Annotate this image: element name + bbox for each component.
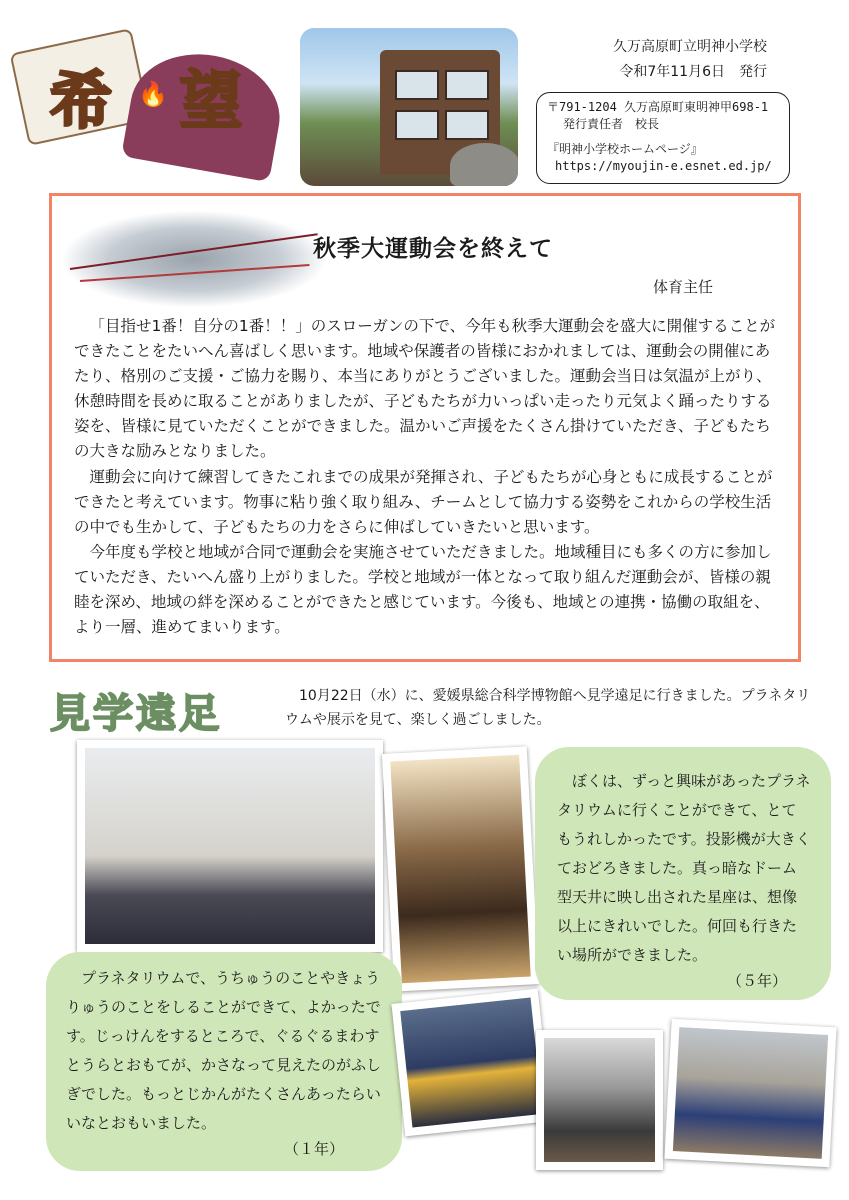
comment-bubble-grade5	[535, 747, 831, 1000]
article-title: 秋季大運動会を終えて	[313, 236, 553, 262]
comment-grade: （１年）	[283, 1140, 344, 1158]
students-photo	[391, 989, 551, 1137]
logo-char-1: 希	[50, 64, 113, 137]
flame-icon: 🔥	[138, 80, 168, 108]
logo-char-2: 望	[180, 64, 243, 137]
students-exhibit-photo	[664, 1019, 836, 1167]
article-paragraph: 今年度も学校と地域が合同で運動会を実施させていただきました。地域種目にも多くの方に参加していただき、たいへん盛り上がりました。学校と地域が一体となって取り組んだ運動会が、皆様の親睦を深め、地域の絆を深めることができたと感じています。今後も、地域との連携・協働の取組を、より一層、進めてまいります。	[74, 542, 772, 637]
homepage-url[interactable]: https://myoujin-e.esnet.ed.jp/	[555, 159, 772, 173]
field-trip-intro: 10月22日（水）に、愛媛県総合科学博物館へ見学遠足に行きました。プラネタリウムや展示を見て、楽しく過ごしました。	[285, 688, 811, 728]
exhibit-experiment-photo	[536, 1030, 663, 1170]
comment-text: プラネタリウムで、うちゅうのことやきょうりゅうのことをしることができて、よかったです。じっけんをするところで、ぐるぐるまわすとうらとおもてが、かさなって見えたのがふしぎでした。もっとじかんがたくさんあったらいいなとおもいました。	[66, 969, 382, 1132]
comment-text: ぼくは、ずっと興味があったプラネタリウムに行くことができて、とてもうれしかったです。投影機が大きくておどろきました。真っ暗なドーム型天井に映し出された星座は、想像以上にきれいでした。何回も行きたい場所ができました。	[557, 772, 811, 964]
group-dinosaur-photo	[77, 740, 383, 952]
school-name: 久万高原町立明神小学校	[613, 39, 767, 55]
homepage-label: 『明神小学校ホームページ』	[547, 142, 703, 156]
school-building-photo	[300, 28, 518, 186]
article-paragraph: 運動会に向けて練習してきたこれまでの成果が発揮され、子どもたちが心身ともに成長することができたと考えています。物事に粘り強く取り組み、チームとして協力する姿勢をこれからの学校生活の中でも生かして、子どもたちの力をさらに伸ばしていきたいと思います。	[74, 467, 773, 536]
dinosaur-jaw-photo	[382, 746, 539, 991]
address: 〒791-1204 久万高原町東明神甲698-1	[547, 100, 769, 114]
article-author: 体育主任	[653, 278, 714, 296]
article-body	[74, 314, 784, 640]
issue-date: 令和7年11月6日 発行	[619, 64, 767, 80]
field-trip-heading: 見学遠足	[50, 691, 222, 737]
publisher: 発行責任者 校長	[563, 117, 660, 131]
publisher-info-box	[536, 92, 790, 184]
article-paragraph: 「目指せ1番！自分の1番！！」のスローガンの下で、今年も秋季大運動会を盛大に開催することができたことをたいへん喜ばしく思います。地域や保護者の皆様におかれましては、運動会の開催にあたり、格別のご支援・ご協力を賜り、本当にありがとうございました。運動会当日は気温が上がり、休憩時間を長めに取ることがありましたが、子どもたちが力いっぱい走ったり元気よく踊ったりする姿を、皆様に見ていただくことができました。温かいご声援をたくさん掛けていただき、子どもたちの大きな励みとなりました。	[74, 317, 776, 461]
comment-bubble-grade1	[46, 952, 402, 1171]
bunting-flags-photo	[60, 210, 328, 308]
comment-grade: （５年）	[726, 972, 787, 990]
stone-monument	[450, 143, 518, 186]
